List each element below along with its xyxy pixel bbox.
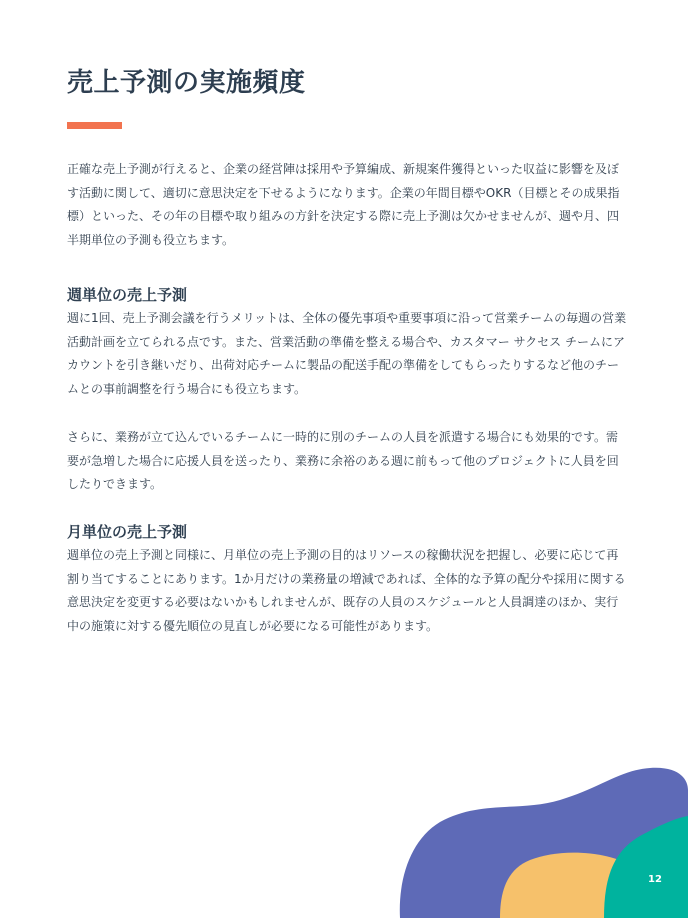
page-number: 12	[648, 874, 662, 885]
weekly-forecast-paragraph-2: さらに、業務が立て込んでいるチームに一時的に別のチームの人員を派遣する場合にも効果的です。需要が急増した場合に応援人員を送ったり、業務に余裕のある週に前もって他のプロジェクトに人員を回したりできます。	[67, 430, 619, 491]
weekly-forecast-heading: 週単位の売上予測	[67, 286, 188, 304]
page-title: 売上予測の実施頻度	[67, 68, 306, 98]
monthly-forecast-paragraph: 週単位の売上予測と同様に、月単位の売上予測の目的はリソースの稼働状況を把握し、必要に応じて再割り当てすることにあります。1か月だけの業務量の増減であれば、全体的な予算の配分や採用に関する意思決定を変更する必要はないかもしれませんが、既存の人員のスケジュールと人員調達のほか、実行中の施策に対する優先順位の見直しが必要になる可能性があります。	[67, 548, 626, 633]
intro-paragraph: 正確な売上予測が行えると、企業の経営陣は採用や予算編成、新規案件獲得といった収益に影響を及ぼす活動に関して、適切に意思決定を下せるようになります。企業の年間目標やOKR（目標とその成果指標）といった、その年の目標や取り組みの方針を決定する際に売上予測は欠かせませんが、週や月、四半期単位の予測も役立ちます。	[67, 162, 620, 247]
monthly-forecast-heading: 月単位の売上予測	[67, 523, 188, 541]
weekly-forecast-paragraph-1: 週に1回、売上予測会議を行うメリットは、全体の優先事項や重要事項に沿って営業チームの毎週の営業活動計画を立てられる点です。また、営業活動の準備を整える場合や、カスタマー サクセス チームにアカウントを引き継いだり、出荷対応チームに製品の配送手配の準備をしてもらったりするなど他のチームとの事前調整を行う場合にも役立ちます。	[67, 311, 627, 396]
